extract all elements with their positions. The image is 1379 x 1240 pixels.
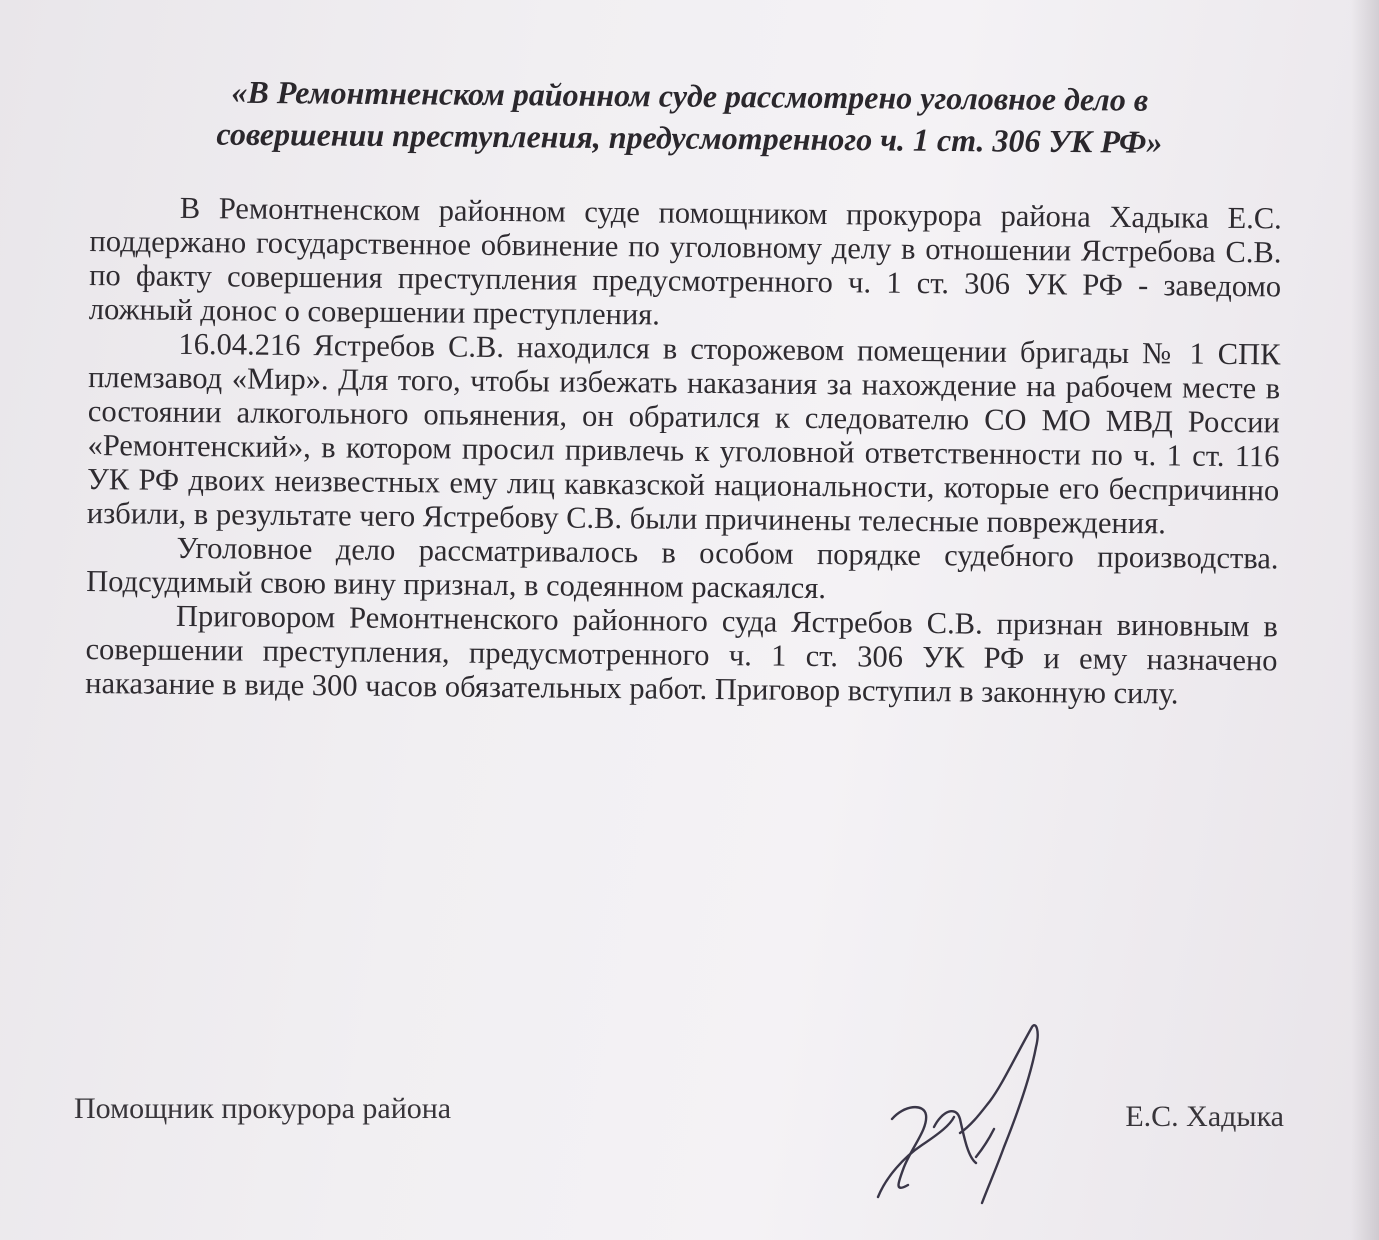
signature-block — [74, 1092, 1284, 1212]
paragraph-4: Приговором Ремонтненского районного суда Ястребов С.В. признан виновным в совершении преступления, предусмотренного ч. 1 ст. 306 УК РФ и ему назначено наказание в виде 300 часов обязательных работ. Приговор вступил в законную силу. — [85, 598, 1279, 711]
paragraph-1: В Ремонтненском районном суде помощником прокурора района Хадыка Е.С. поддержано государственное обвинение по уголовному делу в отношении Ястребова С.В. по факту совершения преступления предусмотренного ч. 1 ст. 306 УК РФ - заведомо ложный донос о совершении преступления. — [88, 190, 1282, 332]
paragraph-3: Уголовное дело рассматривалось в особом порядке судебного производства. Подсудимый свою вину признал, в содеянном раскаялся. — [86, 530, 1279, 606]
handwritten-signature — [864, 1007, 1064, 1217]
document-body — [85, 190, 1282, 711]
signer-name: Е.С. Хадыка — [1125, 1100, 1284, 1133]
document-title: «В Ремонтненском районном суде рассмотрено уголовное дело в совершении преступления, предусмотренного ч. 1 ст. 306 УК РФ» — [216, 73, 1163, 160]
paragraph-2: 16.04.216 Ястребов С.В. находился в сторожевом помещении бригады № 1 СПК племзавод «Мир». Для того, чтобы избежать наказания за нахождение на рабочем месте в состоянии алкогольного опьянения, он обратился к следователю СО МО МВД России «Ремонтенский», в котором просил привлечь к уголовной ответственности по ч. 1 ст. 116 УК РФ двоих неизвестных ему лиц кавказской национальности, которые его беспричинно избили, в результате чего Ястребову С.В. были причинены телесные повреждения. — [86, 326, 1281, 541]
signer-position: Помощник прокурора района — [74, 1092, 452, 1125]
